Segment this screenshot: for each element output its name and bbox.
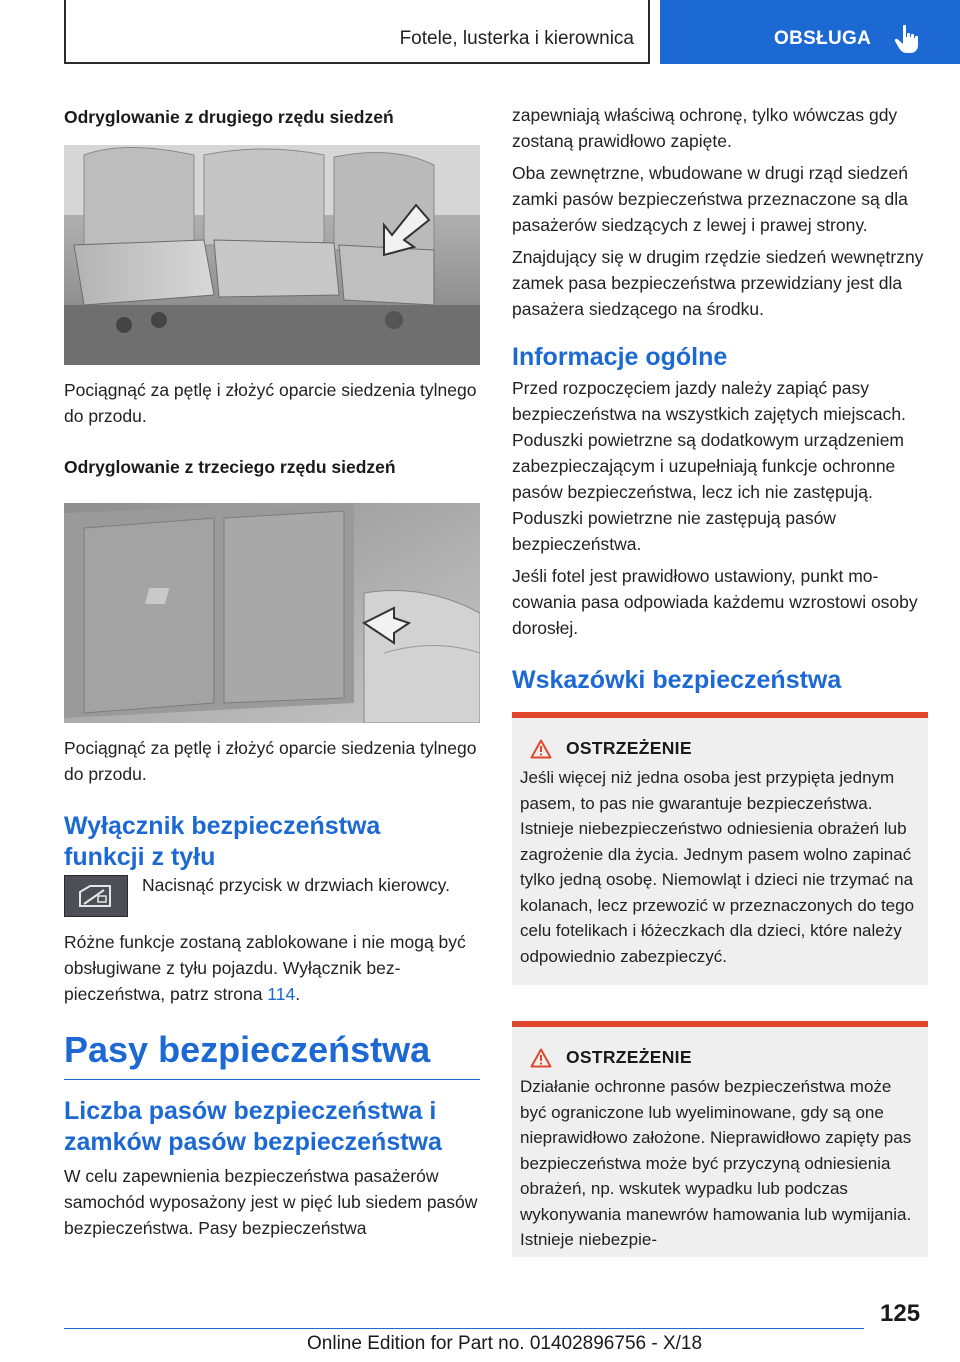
seat-belts-title-rule xyxy=(64,1079,480,1080)
child-lock-button-icon xyxy=(64,875,128,917)
warning-triangle-icon xyxy=(530,1048,552,1068)
header-chapter-box xyxy=(64,0,650,64)
warning-two-title: OSTRZEŻENIE xyxy=(566,1047,692,1067)
chapter-title: Fotele, lusterka i kierownica xyxy=(399,28,634,49)
outer-buckles-text: Oba zewnętrzne, wbudowane w drugi rząd siedzeń zamki pasów bezpieczeństwa przeznaczone są dla pasażerów siedzących z lewej i prawej strony. xyxy=(512,163,908,235)
belt-count-title: Liczba pasów bezpieczeństwa i zamków pasów bezpieczeństwa xyxy=(64,1097,442,1156)
section-tab[interactable] xyxy=(660,0,960,64)
hand-pointer-icon xyxy=(894,24,922,54)
section-tab-label: OBSŁUGA xyxy=(774,28,872,49)
warning-one-text: Jeśli więcej niż jedna osoba jest przypięta jednym pasem, to pas nie gwarantuje bezpieczeństwa. Istnieje niebezpieczeństwo odniesienia obrażeń lub zagrożenie dla życia. Jednym pasem wolno zapinać tylko jedną osobę. Niemowląt i dzieci nie trzymać na kolanach, lecz przewozić w przeznaczonych do tego celu fotelikach i łóżeczkach dla dzieci, które należy odpowiednio zabezpieczyć. xyxy=(520,768,915,966)
general-information-text: Przed rozpoczęciem jazdy należy zapiąć pasy bezpieczeństwa na wszystkich zajętych miejscach. Poduszki powietrzne są dodatkowym urządzeniem zabezpieczającym i uzupełniają funkcje ochronne pasów bezpieczeństwa, lecz ich nie zastępują. Poduszki powietrzne nie zastępują pasów bezpieczeństwa. xyxy=(512,378,906,554)
warning-one-header xyxy=(520,738,920,759)
switch-description xyxy=(64,929,480,1007)
safety-notes-title: Wskazówki bezpieczeństwa xyxy=(512,666,842,694)
section-title-third-row: Odryglowanie z trzeciego rzędu siedzeń xyxy=(64,457,396,477)
second-row-seat-illustration xyxy=(64,145,480,365)
warning-triangle-icon xyxy=(530,739,552,759)
general-information-title: Informacje ogólne xyxy=(512,343,728,371)
warning-one-title: OSTRZEŻENIE xyxy=(566,738,692,758)
switch-icon-row xyxy=(64,875,480,917)
belt-count-text: W celu zapewnienia bezpieczeństwa pasażerów samochód wyposażony jest w pięć lub siedem pasów bezpieczeństwa. Pasy bezpieczeństwa xyxy=(64,1166,478,1238)
warning-box-one xyxy=(512,712,928,985)
switch-icon-description: Nacisnąć przycisk w drzwiach kierowcy. xyxy=(142,875,450,895)
belt-count-continued: zapewniają właściwą ochronę, tylko wówczas gdy zostaną prawidłowo zapięte. xyxy=(512,105,898,151)
page-reference-link[interactable]: 114 xyxy=(267,984,296,1004)
second-row-seat-photo xyxy=(64,145,480,365)
middle-buckle-text: Znajdujący się w drugim rzędzie siedzeń wewnętrzny zamek pasa bezpieczeństwa przewidziany jest dla pasażera siedzącego na środku. xyxy=(512,247,924,319)
section-title-second-row: Odryglowanie z drugiego rzędu siedzeń xyxy=(64,107,394,127)
switch-description-text: Różne funkcje zostaną zablokowane i nie mogą być obsługiwane z tyłu pojazdu. Wyłącznik bezpieczeństwa, patrz strona xyxy=(64,932,466,1004)
right-column xyxy=(512,100,928,1257)
third-row-seat-illustration xyxy=(64,503,480,723)
edition-note: Online Edition for Part no. 01402896756 - X/18 xyxy=(307,1333,703,1354)
seat-position-text: Jeśli fotel jest prawidłowo ustawiony, punkt mocowania pasa odpowiada każdemu wzrostowi osoby dorosłej. xyxy=(512,566,918,638)
warning-box-two xyxy=(512,1021,928,1257)
second-row-instruction: Pociągnąć za pętlę i złożyć oparcie siedzenia tylnego do przodu. xyxy=(64,380,477,426)
third-row-instruction: Pociągnąć za pętlę i złożyć oparcie siedzenia tylnego do przodu. xyxy=(64,738,477,784)
left-column xyxy=(64,100,480,1241)
footer-rule xyxy=(64,1328,864,1329)
third-row-seat-photo xyxy=(64,503,480,723)
switch-description-end: . xyxy=(295,984,301,1004)
warning-two-text: Działanie ochronne pasów bezpieczeństwa może być ograniczone lub wyeliminowane, gdy są one nieprawidłowo założone. Nieprawidłowo zapięty pas bezpieczeństwa może być przyczyną odniesienia obrażeń, np. wskutek wypadku lub podczas wykonywania manewrów hamowania lub wymijania. Istnieje niebezpie- xyxy=(520,1077,912,1249)
warning-two-header xyxy=(520,1047,920,1068)
rear-safety-switch-title: Wyłącznik bezpieczeństwa funkcji z tyłu xyxy=(64,812,381,871)
seat-belts-title: Pasy bezpieczeństwa xyxy=(64,1029,431,1070)
page-number: 125 xyxy=(880,1300,921,1327)
